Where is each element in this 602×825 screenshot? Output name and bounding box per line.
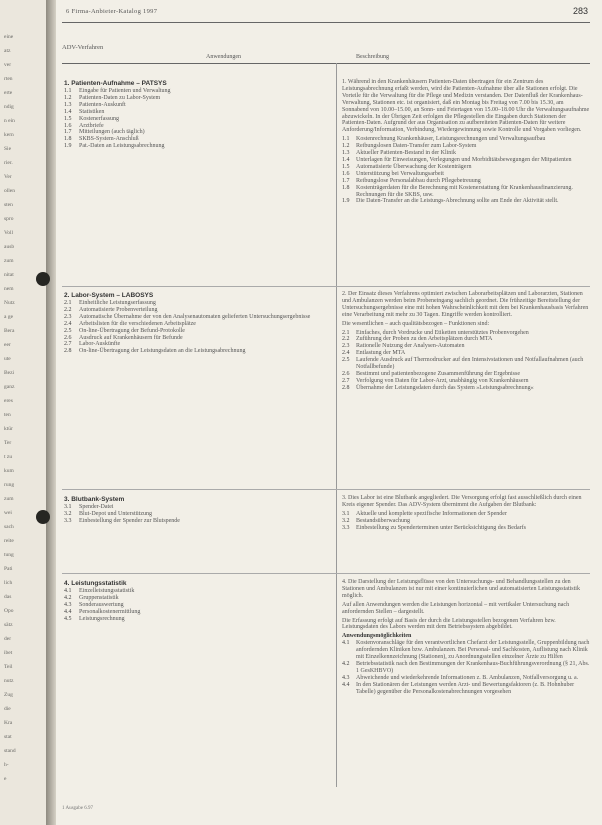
description-item bbox=[342, 525, 590, 532]
item-text: Leistungsrechnung bbox=[79, 615, 125, 622]
description-item-number: 1.2 bbox=[342, 143, 350, 150]
book-gutter bbox=[46, 0, 56, 825]
binding-hole bbox=[36, 272, 50, 286]
item-number: 1.4 bbox=[64, 108, 72, 115]
block-separator bbox=[62, 286, 590, 287]
previous-page-fragment: ute bbox=[4, 356, 11, 362]
previous-page-fragment: ibet bbox=[4, 650, 13, 656]
description-item-text: Bestimmt und patientenbezogene Zusammenführung der Ergebnisse bbox=[356, 370, 521, 377]
description-item-number: 1.8 bbox=[342, 184, 350, 191]
item-number: 4.3 bbox=[64, 601, 72, 608]
previous-page-fragment: a ge bbox=[4, 314, 14, 320]
description-item bbox=[342, 143, 590, 150]
description-item-text: Abweichende und wiederkehrende Informationen z. B. Ambulanzen, Notfallversorgung u. a. bbox=[356, 674, 579, 681]
description-item-number: 2.7 bbox=[342, 377, 350, 384]
application-item bbox=[64, 609, 329, 616]
previous-page-fragment: stat bbox=[4, 734, 12, 740]
previous-page-fragment: ndig bbox=[4, 104, 14, 110]
item-text: Eingabe für Patienten und Verwaltung bbox=[79, 88, 171, 94]
application-title: 2. Labor-System – LABOSYS bbox=[64, 292, 154, 299]
description-item-text: Verfolgung von Daten für Labor-Arzt, unabhängig von Krankenhäusern bbox=[356, 377, 529, 384]
previous-page-fragment: t zu bbox=[4, 454, 13, 460]
previous-page-fragment: lich bbox=[4, 580, 13, 586]
description-item-number: 2.3 bbox=[342, 343, 350, 350]
item-number: 1.5 bbox=[64, 115, 72, 122]
description-paragraph: 3. Dies Labor ist eine Blutbank angegliedert. Die Versorgung erfolgt fast ausschließlich durch einen Kreis eigener Spender. Das ADV-System übernimmt die Aufgaben der Blutbank: bbox=[342, 495, 582, 508]
item-text: Mitteilungen (auch täglich) bbox=[79, 129, 145, 136]
previous-page-fragment: Bezi bbox=[4, 370, 15, 376]
item-text: On-line-Übertragung der Befund-Protokolle bbox=[79, 327, 185, 334]
description-item-text: Übernahme der Leistungsdaten durch das System »Leistungsabrechnung« bbox=[356, 384, 534, 391]
document-page bbox=[56, 0, 602, 825]
item-number: 2.1 bbox=[64, 300, 72, 306]
application-item bbox=[64, 595, 329, 602]
application-item bbox=[64, 348, 329, 355]
item-text: Automatisierte Probenverteilung bbox=[79, 306, 158, 313]
description-item-number: 2.8 bbox=[342, 384, 350, 391]
description-item-number: 1.1 bbox=[342, 136, 350, 143]
description-item-number: 2.6 bbox=[342, 370, 350, 377]
application-item bbox=[64, 511, 329, 518]
description-item-text: Aktuelle und komplette spezifische Informationen der Spender bbox=[356, 510, 507, 517]
description-item bbox=[342, 343, 590, 350]
description-item-number: 1.6 bbox=[342, 170, 350, 177]
previous-page-fragment: Bera bbox=[4, 328, 15, 334]
running-title: 6 Firma-Anbieter-Katalog 1997 bbox=[66, 8, 158, 15]
header-rule bbox=[62, 22, 590, 23]
item-text: Patienten-Daten zu Labor-System bbox=[79, 94, 161, 101]
description-item bbox=[342, 178, 590, 185]
item-text: On-line-Übertragung der Leistungsdaten an die Leistungsabrechnung bbox=[79, 348, 246, 355]
description-item-number: 3.1 bbox=[342, 510, 350, 517]
item-text: SKBS-System-Anschluß bbox=[79, 136, 139, 143]
previous-page-fragment: eres bbox=[4, 398, 13, 404]
description-item bbox=[342, 371, 590, 378]
application-list bbox=[64, 580, 329, 623]
item-text: Einbestellung der Spender zur Blutspende bbox=[79, 517, 180, 524]
item-number: 4.5 bbox=[64, 615, 72, 622]
description-item-text: Unterstützung bei Verwaltungsarbeit bbox=[356, 170, 444, 177]
application-item bbox=[64, 300, 329, 307]
application-title: 3. Blutbank-System bbox=[64, 496, 125, 503]
description-item bbox=[342, 157, 590, 164]
previous-page-fragment: zum bbox=[4, 496, 14, 502]
description-item bbox=[342, 518, 590, 525]
application-item bbox=[64, 88, 329, 95]
description-item bbox=[342, 171, 590, 178]
binding-hole bbox=[36, 510, 50, 524]
description-item bbox=[342, 511, 590, 518]
previous-page-fragment: ver bbox=[4, 62, 12, 68]
application-list bbox=[64, 80, 329, 150]
item-number: 2.3 bbox=[64, 313, 72, 320]
previous-page-fragment: reite bbox=[4, 538, 14, 544]
previous-page-fragment: die bbox=[4, 706, 11, 712]
item-text: Arbeitslisten für die verschiedenen Arbeitsplätze bbox=[79, 320, 196, 327]
description-item-text: Reibungslosen Daten-Transfer zum Labor-System bbox=[356, 143, 477, 150]
previous-page-fragment: der bbox=[4, 636, 12, 642]
application-item bbox=[64, 328, 329, 335]
previous-page-fragment: Kra bbox=[4, 720, 13, 726]
item-number: 3.2 bbox=[64, 510, 72, 517]
description-item-text: Entlastung der MTA bbox=[356, 350, 406, 357]
item-text: Arztbriefe bbox=[79, 122, 104, 129]
description-paragraph: 4. Die Darstellung der Leistungsflüsse von den Untersuchungs- und Behandlungsstellen zu den Stationen und Ambulanzen ist nur mit einer kontinuierlichen und automatisierten Leistungsstatistik möglich. bbox=[342, 579, 580, 599]
description-item-number: 4.1 bbox=[342, 640, 350, 647]
previous-page-fragment: ollen bbox=[4, 188, 15, 194]
previous-page-fragment: sätz bbox=[4, 622, 13, 628]
description-item-number: 2.1 bbox=[342, 329, 350, 336]
description-item-number: 4.3 bbox=[342, 674, 350, 681]
application-item bbox=[64, 116, 329, 123]
previous-page-fragment: Teil bbox=[4, 664, 13, 670]
previous-page-fragment: Ver bbox=[4, 174, 12, 180]
item-number: 2.6 bbox=[64, 334, 72, 341]
description-item-text: Rationelle Nutzung der Analysen-Automaten bbox=[356, 343, 465, 350]
description-item-number: 1.5 bbox=[342, 163, 350, 170]
previous-page-fragment: Pati bbox=[4, 566, 13, 572]
previous-page-fragment: e bbox=[4, 776, 7, 782]
application-item bbox=[64, 602, 329, 609]
item-number: 4.1 bbox=[64, 588, 72, 594]
description-text bbox=[342, 579, 590, 696]
previous-page-fragment: eine bbox=[4, 34, 14, 40]
description-item-number: 2.2 bbox=[342, 336, 350, 343]
item-number: 3.3 bbox=[64, 517, 72, 524]
item-text: Sonderauswertung bbox=[79, 601, 124, 608]
item-text: Ausdruck auf Krankenhäusern für Befunde bbox=[79, 334, 183, 341]
previous-page-fragment: Voll bbox=[4, 230, 14, 236]
item-text: Labor-Auskünfte bbox=[79, 341, 121, 348]
item-number: 1.9 bbox=[64, 143, 72, 150]
item-number: 2.8 bbox=[64, 348, 72, 355]
item-text: Einheitliche Leistungserfassung bbox=[79, 300, 156, 306]
description-item-text: Einbestellung zu Spenderterminen unter Berücksichtigung des Bedarfs bbox=[356, 524, 526, 531]
description-item-number: 1.9 bbox=[342, 198, 350, 205]
description-item-text: Aktueller Patienten-Bestand in der Klinik bbox=[356, 150, 456, 157]
previous-page-fragment: nem bbox=[4, 286, 14, 292]
item-text: Gruppenstatistik bbox=[79, 594, 119, 601]
previous-page-fragment: kern bbox=[4, 132, 14, 138]
description-paragraph: 1. Während in den Krankenhäusern Patienten-Daten übertragen für ein Zentrum des Leistungsabrechnung erfaßt werden, wird die Patienten-Aufnahme über alle Stationen erfolgt. Die Vorteile für die Verwaltung für die Pflege und Medizin verstanden. Der Datenfluß der Krankenhaus-Verwaltung, Stationen etc. ist organisiert, daß ein Montag bis Freitag von 7.00 bis 15.30, am Sonnabend von 10.00–15.00, an Sonn- und Feiertagen von 15.00–18.00 Uhr die Verwaltungsaufnahme abzuwickeln. In der Übrigen Zeit erfolgen die Pflegestellen die Eingaben durch Stationen der Patienten-Daten. Aufgrund der aus Organisation zu aufbereiteten Patienten-Daten für weitere Anforderung/Information, Verbindung, Wiedergewinnung sowie Kontrolle und Vorgaben vorliegen. bbox=[342, 79, 590, 134]
description-item-number: 3.2 bbox=[342, 517, 350, 524]
previous-page-fragment: eer bbox=[4, 342, 11, 348]
application-list bbox=[64, 292, 329, 355]
description-subheading: Anwendungsmöglichkeiten bbox=[342, 633, 412, 640]
description-item bbox=[342, 682, 590, 696]
description-item-number: 1.4 bbox=[342, 156, 350, 163]
item-text: Pat.-Daten an Leistungsabrechnung bbox=[79, 143, 165, 150]
description-item bbox=[342, 385, 590, 392]
application-item bbox=[64, 504, 329, 511]
description-item-text: In den Stationären der Leistungen werden Arzt- und Bewertungsfaktoren (z. B. Hohnhuber Tabelle) gegenüber die Personalkostenabrechnungen vorgesehen bbox=[356, 681, 575, 695]
previous-page-fragment: kum bbox=[4, 468, 14, 474]
previous-page-fragment: sach bbox=[4, 524, 14, 530]
description-item-number: 3.3 bbox=[342, 524, 350, 531]
description-item-number: 4.2 bbox=[342, 660, 350, 667]
description-item-text: Bestandsüberwachung bbox=[356, 517, 410, 524]
previous-page-fragment: stand bbox=[4, 748, 16, 754]
item-number: 1.3 bbox=[64, 101, 72, 108]
description-item-text: Einfaches, durch Vordrucke und Etiketten unterstütztes Probenvorgehen bbox=[356, 329, 529, 336]
application-title: 1. Patienten-Aufnahme – PATSYS bbox=[64, 80, 167, 87]
application-item bbox=[64, 588, 329, 595]
description-paragraph: Auf allen Anwendungen werden die Leistungen horizontal – mit vertikaler Untersuchung nach anfordernden Stellen – dargestellt. bbox=[342, 601, 570, 615]
description-item-number: 1.3 bbox=[342, 150, 350, 157]
previous-page-fragment: Zug bbox=[4, 692, 13, 698]
previous-page-fragment: spro bbox=[4, 216, 14, 222]
application-list bbox=[64, 496, 329, 525]
application-item bbox=[64, 307, 329, 314]
previous-page-fragment: nitat bbox=[4, 272, 14, 278]
item-text: Einzelleistungsstatistik bbox=[79, 588, 135, 594]
column-header-description: Beschreibung bbox=[356, 54, 389, 60]
description-item-text: Automatisierte Überwachung der Kostenträgern bbox=[356, 163, 472, 170]
item-number: 2.5 bbox=[64, 327, 72, 334]
description-item bbox=[342, 150, 590, 157]
previous-page-fragment: h- bbox=[4, 762, 9, 768]
description-item bbox=[342, 675, 590, 682]
description-item bbox=[342, 164, 590, 171]
previous-page-fragment: nutz bbox=[4, 678, 14, 684]
application-item bbox=[64, 518, 329, 525]
description-text bbox=[342, 495, 590, 532]
description-item-text: Zuführung der Proben zu den Arbeitsplätzen durch MTA bbox=[356, 336, 493, 343]
description-item-text: Kostenträgerdaten für die Berechnung mit Kostenerstattung für Krankenhausfinanzierung. Rechnungen für die SKBS, usw. bbox=[356, 184, 573, 198]
block-separator bbox=[62, 573, 590, 574]
application-item bbox=[64, 95, 329, 102]
page-number: 283 bbox=[572, 6, 588, 16]
description-item-number: 1.7 bbox=[342, 177, 350, 184]
description-item-number: 2.4 bbox=[342, 350, 350, 357]
description-paragraph: Die Erfassung erfolgt auf Basis der durch die Leistungsstellen bezogenen Verfahren bzw. Leistungsdaten des Labors werden mit dem Betriebssystem abgebildet. bbox=[342, 617, 556, 631]
item-number: 1.2 bbox=[64, 94, 72, 101]
previous-page-fragment: Ter bbox=[4, 440, 12, 446]
item-text: Blut-Depot und Unterstützung bbox=[79, 510, 152, 517]
item-number: 2.7 bbox=[64, 341, 72, 348]
description-item bbox=[342, 185, 590, 199]
previous-page-fragment: ten bbox=[4, 412, 11, 418]
previous-page-fragment: ganz bbox=[4, 384, 15, 390]
column-header-applications: Anwendungen bbox=[206, 54, 241, 60]
item-text: Statistiken bbox=[79, 108, 105, 115]
previous-page-edge bbox=[0, 0, 47, 825]
description-item bbox=[342, 357, 590, 371]
item-number: 1.6 bbox=[64, 122, 72, 129]
previous-page-fragment: Opo bbox=[4, 608, 14, 614]
previous-page-fragment: sten bbox=[4, 202, 13, 208]
description-item bbox=[342, 640, 590, 661]
footer-note: 1 Ausgabe 6.97 bbox=[62, 806, 93, 811]
previous-page-fragment: rten bbox=[4, 76, 13, 82]
item-text: Spender-Datei bbox=[79, 504, 114, 510]
block-separator bbox=[62, 489, 590, 490]
previous-page-fragment: n ein bbox=[4, 118, 15, 124]
application-item bbox=[64, 616, 329, 623]
description-item-text: Die Daten-Transfer an die Leistungs-Abrechnung sollte am Ende der Aktivität stellt. bbox=[356, 198, 559, 205]
description-item-text: Betriebsstatistik nach den Bestimmungen der Krankenhaus-Buchführungsverordnung (§ 21, Abs. 1 GesKHBVO) bbox=[356, 660, 590, 674]
description-paragraph: 2. Der Einsatz dieses Verfahrens optimiert zwischen Laborarbeitsplätzen und Laborarzten, Stationen und Ambulanzen werden beim Probeneingang sachlich geordnet. Die frühzeitige Bereitstellung der Untersuchungsergebnisse eine mit hohen Wahrscheinlichkeit mit dem bei Krankenhausbasis Verfahren eine Verarbeitung mit mehr zu 30 Tagen. Eingriffe werden kontrolliert. bbox=[342, 291, 589, 318]
description-text bbox=[342, 291, 590, 392]
item-number: 2.2 bbox=[64, 306, 72, 313]
previous-page-fragment: ausb bbox=[4, 244, 15, 250]
application-item bbox=[64, 314, 329, 321]
previous-page-fragment: erte bbox=[4, 90, 13, 96]
description-item bbox=[342, 198, 590, 205]
application-item bbox=[64, 136, 329, 143]
previous-page-fragment: zum bbox=[4, 258, 14, 264]
item-number: 4.2 bbox=[64, 594, 72, 601]
description-item bbox=[342, 378, 590, 385]
description-item bbox=[342, 661, 590, 675]
section-label: ADV-Verfahren bbox=[62, 44, 104, 51]
description-item-number: 4.4 bbox=[342, 681, 350, 688]
application-item bbox=[64, 109, 329, 116]
item-number: 1.7 bbox=[64, 129, 72, 136]
application-title: 4. Leistungsstatistik bbox=[64, 580, 127, 587]
application-item bbox=[64, 321, 329, 328]
description-item-text: Kostenrechnung Krankenhäuser, Leistungsrechnungen und Verwaltungsaufbau bbox=[356, 136, 546, 143]
application-item bbox=[64, 143, 329, 150]
item-number: 2.4 bbox=[64, 320, 72, 327]
item-text: Patienten-Auskunft bbox=[79, 101, 126, 108]
application-item bbox=[64, 102, 329, 109]
item-text: Kostenerfassung bbox=[79, 115, 119, 122]
item-number: 1.1 bbox=[64, 88, 72, 94]
column-divider bbox=[336, 63, 337, 787]
item-number: 1.8 bbox=[64, 136, 72, 143]
item-text: Automatische Übernahme der von den Analysenautomaten gelieferten Untersuchungsergebnisse bbox=[79, 313, 311, 320]
previous-page-fragment: Nutz bbox=[4, 300, 15, 306]
previous-page-fragment: das bbox=[4, 594, 12, 600]
previous-page-fragment: wei bbox=[4, 510, 12, 516]
column-header-rule bbox=[62, 63, 590, 64]
description-item-text: Unterlagen für Einweisungen, Verlegungen und Morbiditätsbewegungen der Mitpatienten bbox=[356, 156, 572, 163]
description-item-text: Reibungslose Personalabbau durch Pflegebetreuung bbox=[356, 177, 481, 184]
description-item bbox=[342, 336, 590, 343]
previous-page-fragment: Sie bbox=[4, 146, 12, 152]
previous-page-fragment: rier. bbox=[4, 160, 13, 166]
item-number: 3.1 bbox=[64, 504, 72, 510]
description-item-text: Kostenvoranschläge für den verantwortlichen Chefarzt der Leistungsstelle, Gruppenbildung nach anfordernden Kliniken bzw. Ambulanzen. Bei Personal- und Sachkosten, Auflistung nach Klinik mit Einzelkennzeichnung (Stationen), zu Anordnungsstellen einzelner Ärzte zu Hilfen bbox=[356, 640, 590, 661]
previous-page-fragment: atz bbox=[4, 48, 11, 54]
description-item-number: 2.5 bbox=[342, 357, 350, 364]
previous-page-fragment: tung bbox=[4, 552, 14, 558]
item-number: 4.4 bbox=[64, 608, 72, 615]
running-header bbox=[56, 5, 602, 19]
description-item-text: Laufende Ausdruck auf Thermodrucker auf den Intensivstationen und Notfallaufnahmen (auch Notfallbefunde) bbox=[356, 357, 584, 371]
previous-page-fragment: rung bbox=[4, 482, 15, 488]
description-paragraph: Die wesentlichen – auch qualitätsbezogen – Funktionen sind: bbox=[342, 320, 490, 327]
item-text: Personalkostenermittlung bbox=[79, 608, 141, 615]
description-text bbox=[342, 79, 590, 205]
previous-page-fragment: ktür bbox=[4, 426, 13, 432]
